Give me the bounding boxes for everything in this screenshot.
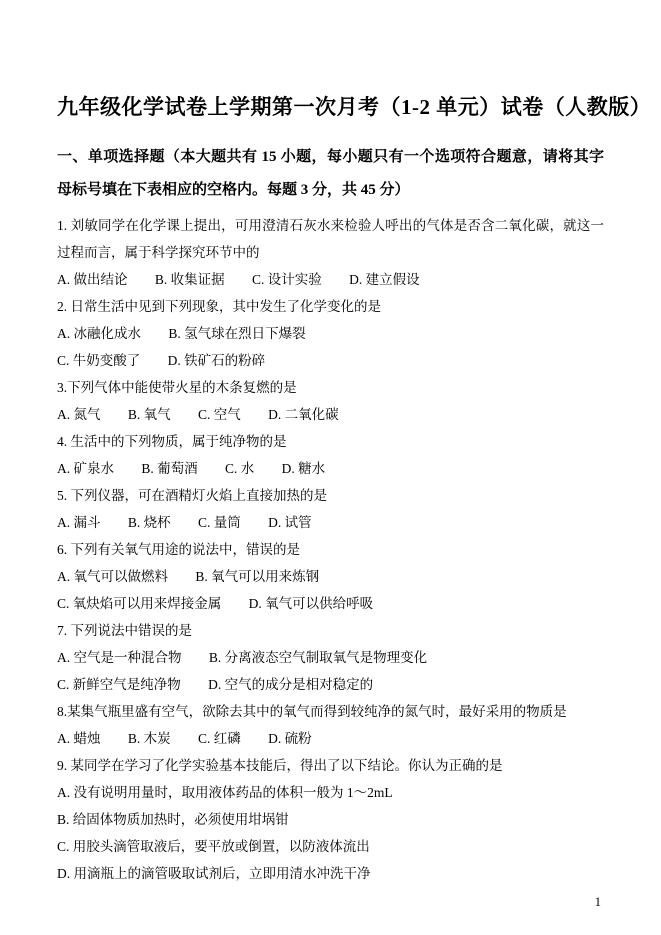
question-stem: 7. 下列说法中错误的是 <box>57 623 192 638</box>
option-b: B. 收集证据 <box>154 272 225 287</box>
question-4 <box>57 428 604 482</box>
option-d: D. 试管 <box>268 515 312 530</box>
option-row <box>57 806 604 833</box>
option-row <box>57 725 604 752</box>
section-instructions: 一、单项选择题（本大题共有 15 小题，每小题只有一个选项符合题意，请将其字母标号填在下表相应的空格内。每题 3 分，共 45 分） <box>57 149 604 198</box>
option-d: D. 用滴瓶上的滴管吸取试剂后，立即用清水冲洗干净 <box>57 866 371 881</box>
option-a: A. 氧气可以做燃料 <box>57 569 168 584</box>
option-c: C. 用胶头滴管取液后，要平放或倒置，以防液体流出 <box>57 839 370 854</box>
option-row <box>57 833 604 860</box>
question-stem: 4. 生活中的下列物质，属于纯净物的是 <box>57 434 287 449</box>
option-c: C. 氧炔焰可以用来焊接金属 <box>57 596 222 611</box>
option-c: C. 量筒 <box>198 515 241 530</box>
question-stem: 6. 下列有关氧气用途的说法中，错误的是 <box>57 542 300 557</box>
question-8 <box>57 698 604 752</box>
option-d: D. 氧气可以供给呼吸 <box>248 596 374 611</box>
question-1 <box>57 212 604 293</box>
option-row <box>57 644 604 671</box>
option-a: A. 蜡烛 <box>57 731 101 746</box>
option-a: A. 氮气 <box>57 407 101 422</box>
question-5 <box>57 482 604 536</box>
option-row <box>57 590 604 617</box>
option-a: A. 空气是一种混合物 <box>57 650 182 665</box>
option-a: A. 冰融化成水 <box>57 326 141 341</box>
option-a: A. 矿泉水 <box>57 461 114 476</box>
option-row <box>57 779 604 806</box>
question-2 <box>57 293 604 374</box>
option-b: B. 木炭 <box>127 731 171 746</box>
option-c: C. 红磷 <box>198 731 241 746</box>
option-c: C. 设计实验 <box>252 272 322 287</box>
option-d: D. 硫粉 <box>268 731 312 746</box>
question-stem: 1. 刘敏同学在化学课上提出，可用澄清石灰水来检验人呼出的气体是否含二氧化碳，就这一过程而言，属于科学探究环节中的 <box>57 218 604 260</box>
option-c: C. 牛奶变酸了 <box>57 353 141 368</box>
option-d: D. 二氧化碳 <box>268 407 339 422</box>
option-row <box>57 266 604 293</box>
exam-title: 九年级化学试卷上学期第一次月考（1-2 单元）试卷（人教版） <box>57 95 652 119</box>
question-stem: 2. 日常生活中见到下列现象，其中发生了化学变化的是 <box>57 299 381 314</box>
option-b: B. 分离液态空气制取氧气是物理变化 <box>208 650 428 665</box>
option-d: D. 糖水 <box>281 461 326 476</box>
option-row <box>57 563 604 590</box>
question-9 <box>57 752 604 887</box>
page-number: 1 <box>594 895 601 909</box>
option-a: A. 没有说明用量时，取用液体药品的体积一般为 1～2mL <box>57 785 393 800</box>
question-stem: 3.下列气体中能使带火星的木条复燃的是 <box>57 380 297 395</box>
option-b: B. 氢气球在烈日下爆裂 <box>168 326 306 341</box>
question-stem: 5. 下列仪器，可在酒精灯火焰上直接加热的是 <box>57 488 327 503</box>
question-list <box>57 212 604 887</box>
question-6 <box>57 536 604 617</box>
option-a: A. 做出结论 <box>57 272 128 287</box>
option-b: B. 氧气可以用来炼钢 <box>195 569 320 584</box>
option-row <box>57 347 604 374</box>
option-row <box>57 320 604 347</box>
option-a: A. 漏斗 <box>57 515 101 530</box>
option-b: B. 烧杯 <box>127 515 171 530</box>
option-c: C. 空气 <box>198 407 241 422</box>
option-d: D. 空气的成分是相对稳定的 <box>208 677 374 692</box>
option-c: C. 新鲜空气是纯净物 <box>57 677 181 692</box>
option-b: B. 葡萄酒 <box>141 461 198 476</box>
option-row <box>57 455 604 482</box>
question-stem: 8.某集气瓶里盛有空气，欲除去其中的氧气而得到较纯净的氮气时，最好采用的物质是 <box>57 704 567 719</box>
option-row <box>57 860 604 887</box>
option-b: B. 氧气 <box>127 407 171 422</box>
option-row <box>57 509 604 536</box>
question-stem: 9. 某同学在学习了化学实验基本技能后，得出了以下结论。你认为正确的是 <box>57 758 503 773</box>
question-7 <box>57 617 604 698</box>
option-c: C. 水 <box>225 461 255 476</box>
option-row <box>57 401 604 428</box>
option-b: B. 给固体物质加热时，必须使用坩埚钳 <box>57 812 289 827</box>
question-3 <box>57 374 604 428</box>
option-d: D. 铁矿石的粉碎 <box>167 353 266 368</box>
option-row <box>57 671 604 698</box>
option-d: D. 建立假设 <box>349 272 420 287</box>
